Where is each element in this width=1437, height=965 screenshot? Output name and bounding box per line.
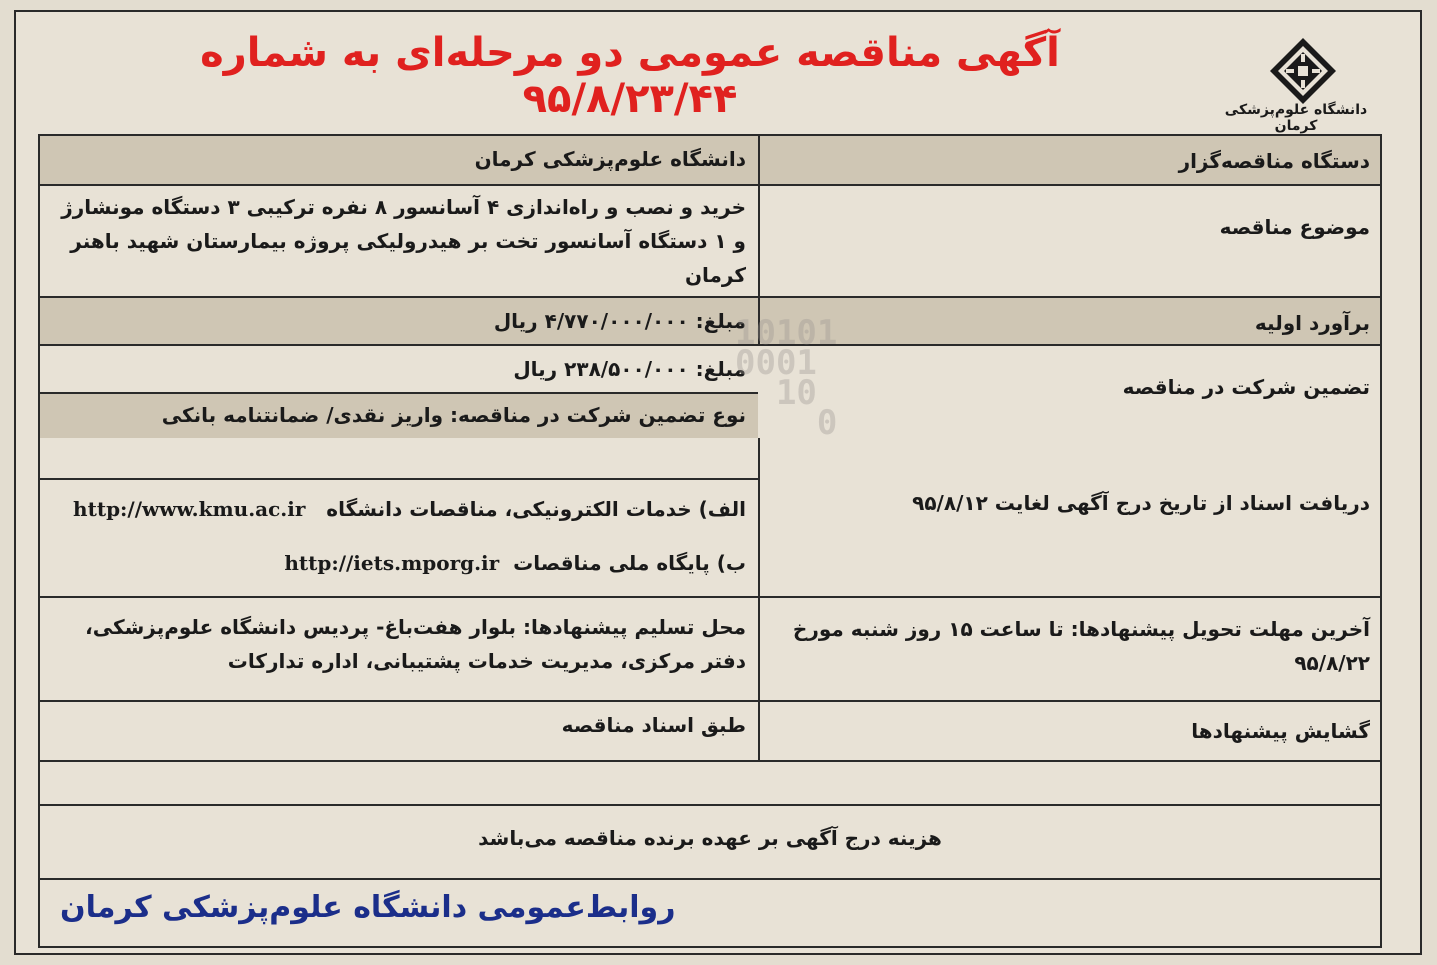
guarantee-label: تضمین شرکت در مناقصه [1122, 375, 1370, 399]
kmu-link[interactable]: http://www.kmu.ac.ir [73, 497, 306, 521]
row-opening [40, 702, 1380, 762]
notice-title: آگهی مناقصه عمومی دو مرحله‌ای به شماره ۹۵/۸/۲۳/۴۴ [200, 30, 1060, 122]
documents-line-b-text: ب) پایگاه ملی مناقصات [513, 551, 746, 575]
iets-link[interactable]: http://iets.mporg.ir [284, 551, 500, 575]
university-logo-icon [1268, 36, 1338, 106]
row-note [40, 806, 1380, 880]
estimate-value: مبلغ: ۴/۷۷۰/۰۰۰/۰۰۰ ریال [493, 309, 746, 333]
deadline-label: آخرین مهلت تحویل پیشنهادها: تا ساعت ۱۵ روز شنبه مورخ ۹۵/۸/۲۲ [792, 617, 1370, 675]
row-subject [40, 186, 1380, 298]
row-empty [40, 762, 1380, 806]
row-deadline [40, 598, 1380, 702]
delivery-location: محل تسلیم پیشنهادها: بلوار هفت‌باغ- پردیس دانشگاه علوم‌پزشکی، دفتر مرکزی، مدیریت خدمات پشتیبانی، اداره تدارکات [85, 615, 746, 673]
advert-cost-note: هزینه درج آگهی بر عهده برنده مناقصه می‌باشد [478, 826, 942, 850]
organizer-value: دانشگاه علوم‌پزشکی کرمان [474, 147, 746, 171]
row-organizer [40, 136, 1380, 186]
subject-label: موضوع مناقصه [1219, 215, 1370, 239]
row-guarantee [40, 346, 1380, 438]
row-documents [40, 438, 1380, 598]
organizer-label: دستگاه مناقصه‌گزار [1178, 149, 1370, 173]
subject-value: خرید و نصب و راه‌اندازی ۴ آسانسور ۸ نفره ترکیبی ۳ دستگاه مونشارژ و ۱ دستگاه آسانسور تخت بر هیدرولیکی پروژه بیمارستان شهید باهنر کرمان [61, 195, 746, 287]
opening-value: طبق اسناد مناقصه [561, 713, 746, 737]
documents-label: دریافت اسناد از تاریخ درج آگهی لغایت ۹۵/۸/۱۲ [912, 491, 1370, 515]
tender-table [38, 134, 1382, 948]
guarantee-amount: مبلغ: ۲۳۸/۵۰۰/۰۰۰ ریال [513, 357, 746, 381]
watermark-icon: 10101 0001 10 0 [735, 313, 838, 443]
public-relations-signature: روابط‌عمومی دانشگاه علوم‌پزشکی کرمان [60, 890, 676, 925]
documents-line-a-text: الف) خدمات الکترونیکی، مناقصات دانشگاه [326, 497, 746, 521]
documents-line-a [48, 494, 746, 524]
row-estimate [40, 298, 1380, 346]
documents-line-b [48, 548, 746, 578]
estimate-label: برآورد اولیه [1254, 311, 1370, 335]
guarantee-type: نوع تضمین شرکت در مناقصه: واریز نقدی/ ضمانتنامه بانکی [161, 403, 746, 427]
logo-caption: دانشگاه علوم‌پزشکی کرمان [1224, 102, 1368, 134]
opening-label: گشایش پیشنهادها [1191, 719, 1370, 743]
